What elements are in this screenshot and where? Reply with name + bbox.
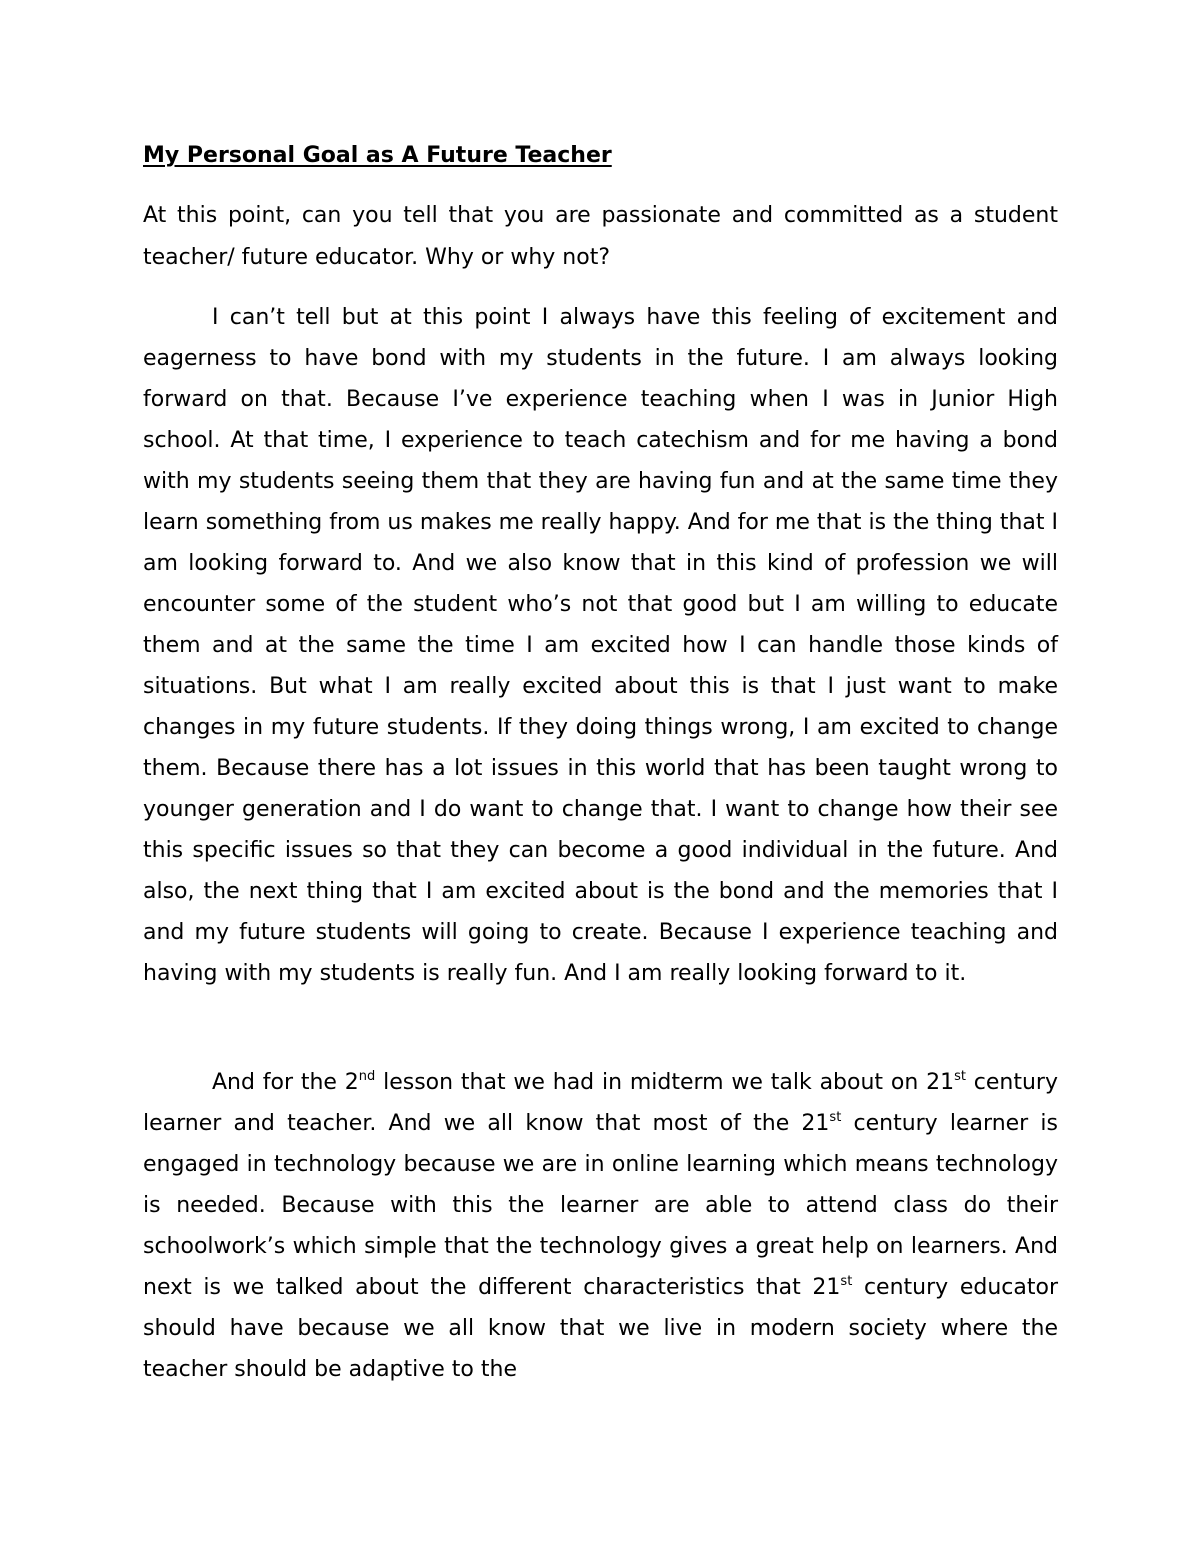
ordinal-suffix: st <box>954 1069 966 1084</box>
paragraph-2-text: century educator should have because we all know that we live in modern society where the teacher should be adaptive to the <box>143 1275 1058 1382</box>
document-title: My Personal Goal as A Future Teacher <box>143 143 612 168</box>
paragraph-2-text: century learner is engaged in technology because we are in online learning which means technology is needed. Because with this the learner are able to attend class do their schoolwork’s which simple that the technology gives a great help on learners. And next is we talked about the different characteristics that 21 <box>143 1111 1058 1300</box>
question-text: At this point, can you tell that you are passionate and committed as a student teacher/ future educator. Why or why not? <box>143 203 1058 270</box>
paragraph-2-text: lesson that we had in midterm we talk about on 21 <box>375 1070 955 1095</box>
paragraph-1: I can’t tell but at this point I always have this feeling of excitement and eagerness to have bond with my students in the future. I am always looking forward on that. Because I’ve experience teaching when I was in Junior High school. At that time, I experience to teach catechism and for me having a bond with my students seeing them that they are having fun and at the same time they learn something from us makes me really happy. And for me that is the thing that I am looking forward to. And we also know that in this kind of profession we will encounter some of the student who’s not that good but I am willing to educate them and at the same the time I am excited how I can handle those kinds of situations. But what I am really excited about this is that I just want to make changes in my future students. If they doing things wrong, I am excited to change them. Because there has a lot issues in this world that has been taught wrong to younger generation and I do want to change that. I want to change how their see this specific issues so that they can become a good individual in the future. And also, the next thing that I am excited about is the bond and the memories that I and my future students will going to create. Because I experience teaching and having with my students is really fun. And I am really looking forward to it. <box>143 305 1058 986</box>
paragraph-2-text: century learner and teacher. And we all know that most of the 21 <box>143 1070 1059 1136</box>
ordinal-suffix: st <box>840 1274 853 1289</box>
ordinal-suffix: nd <box>358 1069 376 1084</box>
paragraph-2-text: And for the 2 <box>212 1070 359 1095</box>
paragraph-2 <box>143 1062 1058 1390</box>
ordinal-suffix: st <box>829 1110 842 1125</box>
